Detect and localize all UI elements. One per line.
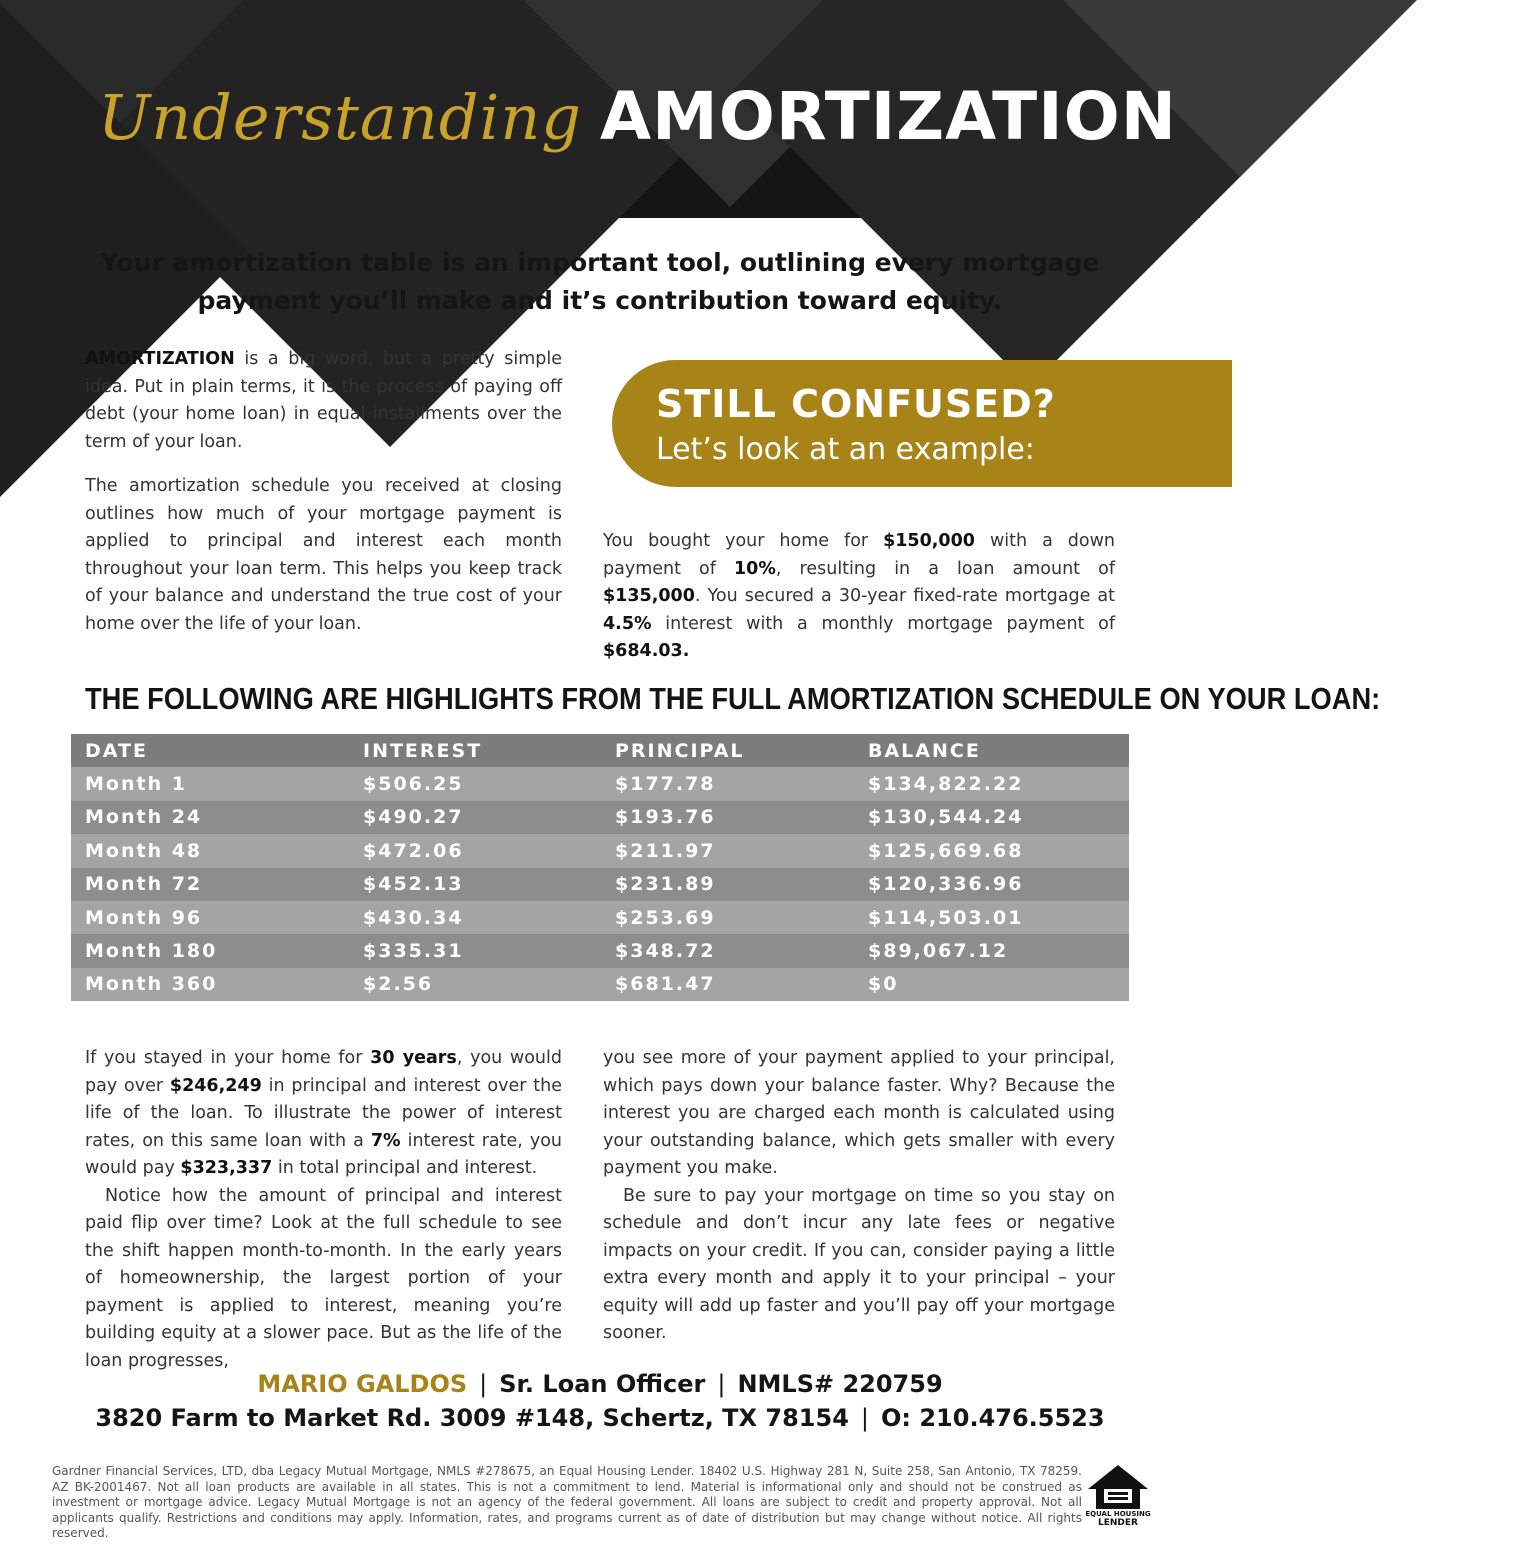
cell-date: Month 24: [85, 806, 203, 829]
cell-principal: $211.97: [615, 839, 716, 862]
example-price: $150,000: [883, 531, 975, 551]
table-header-row: [71, 734, 1129, 767]
cell-date: Month 72: [85, 873, 203, 896]
cell-principal: $348.72: [615, 940, 716, 963]
officer-title: Sr. Loan Officer: [499, 1370, 706, 1398]
cell-date: Month 48: [85, 839, 203, 862]
example-payment: $684.03.: [603, 641, 690, 661]
explanation-rate-2: 7%: [370, 1130, 401, 1151]
explanation-text: , you would pay over: [85, 1048, 562, 1096]
intro-text: is a big word, but a pretty simple idea. Put in plain terms, it is the process of paying off debt (your home loan) in equal installments over the term of your loan.: [85, 349, 562, 452]
contact-line-1: [0, 1370, 1200, 1398]
intro-paragraph-2: The amortization schedule you received at closing outlines how much of your mortgage payment is applied to principal and interest each month throughout your loan term. This helps you keep track of your balance and understand the true cost of your home over the life of your loan.: [85, 476, 562, 634]
table-row: [71, 968, 1129, 1001]
column-header-interest: INTEREST: [363, 739, 483, 762]
cell-interest: $430.34: [363, 906, 464, 929]
column-header-balance: BALANCE: [868, 739, 981, 762]
example-text: , resulting in a loan amount of: [775, 558, 1115, 579]
cell-date: Month 180: [85, 940, 218, 963]
cell-date: Month 360: [85, 973, 218, 996]
equal-housing-line-2: LENDER: [1098, 1518, 1138, 1528]
cell-balance: $89,067.12: [868, 940, 1009, 963]
lead-statement: Your amortization table is an important tool, outlining every mortgage payment you’ll make and it’s contribution toward equity.: [100, 248, 1100, 315]
contact-line-2: [0, 1404, 1200, 1432]
callout-banner: [612, 360, 1232, 487]
example-text: interest with a monthly mortgage payment of: [651, 613, 1115, 634]
explanation-paragraph-1: [85, 1045, 562, 1183]
explanation-paragraph-4: Be sure to pay your mortgage on time so you stay on schedule and don’t incur any late fees or negative impacts on your credit. If you can, consider paying a little extra every month and apply it to your principal – your equity will add up faster and you’ll pay off your mortgage sooner.: [603, 1185, 1115, 1343]
cell-date: Month 96: [85, 906, 203, 929]
cell-balance: $114,503.01: [868, 906, 1024, 929]
officer-name: MARIO GALDOS: [257, 1370, 468, 1398]
explanation-paragraph-2: Notice how the amount of principal and interest paid flip over time? Look at the full schedule to see the shift happen month-to-month. In the early years of homeownership, the largest portion of your payment is applied to interest, meaning you’re building equity at a slower pace. But as the life of the loan progresses,: [85, 1185, 562, 1371]
explanation-column-left: [85, 1045, 562, 1392]
legal-disclaimer: Gardner Financial Services, LTD, dba Legacy Mutual Mortgage, NMLS #278675, an Equal Housing Lender. 18402 U.S. Highway 281 N, Suite 258, San Antonio, TX 78259. AZ BK-2001467. Not all loan products are available in all states. This is not a commitment to lend. Material is informational only and should not be construed as investment or mortgage advice. Legacy Mutual Mortgage is not an agency of the federal government. All loans are subject to credit and property approval. Not all applicants qualify. Restrictions and conditions may apply. Information, rates, and programs current as of date of distribution but may change without notice. All rights reserved.: [52, 1464, 1082, 1540]
example-text: with a down payment of: [603, 531, 1115, 579]
example-column: [603, 528, 1115, 683]
officer-nmls: NMLS# 220759: [737, 1370, 943, 1398]
table-row: [71, 868, 1129, 901]
cell-principal: $177.78: [615, 773, 716, 796]
cell-balance: $134,822.22: [868, 773, 1024, 796]
cell-balance: $0: [868, 973, 899, 996]
cell-interest: $452.13: [363, 873, 464, 896]
cell-principal: $253.69: [615, 906, 716, 929]
equal-housing-label: [1084, 1510, 1152, 1528]
title-bold-word: AMORTIZATION: [599, 78, 1177, 155]
explanation-years: 30 years: [370, 1048, 457, 1068]
cell-interest: $2.56: [363, 973, 434, 996]
column-header-date: DATE: [85, 739, 148, 762]
cell-principal: $681.47: [615, 973, 716, 996]
explanation-text: interest rate, you would pay: [85, 1130, 563, 1178]
example-down-payment: 10%: [734, 558, 776, 579]
cell-interest: $335.31: [363, 940, 464, 963]
amortization-table: [71, 734, 1129, 1001]
explanation-text: in principal and interest over the life of the loan. To illustrate the power of interest rates, on this same loan with a: [85, 1075, 562, 1151]
intro-paragraph-1: [85, 346, 562, 456]
example-rate: 4.5%: [603, 613, 652, 634]
equal-housing-line-1: EQUAL HOUSING: [1085, 1510, 1151, 1518]
table-row: [71, 934, 1129, 967]
office-address: 3820 Farm to Market Rd. 3009 #148, Schertz, TX 78154: [95, 1404, 849, 1432]
cell-interest: $506.25: [363, 773, 464, 796]
intro-column: [85, 346, 562, 655]
explanation-total-2: $323,337: [180, 1158, 273, 1178]
page-title: [98, 78, 1177, 155]
cell-balance: $120,336.96: [868, 873, 1024, 896]
cell-balance: $125,669.68: [868, 839, 1024, 862]
intro-term: AMORTIZATION: [85, 349, 235, 369]
cell-interest: $472.06: [363, 839, 464, 862]
example-paragraph: [603, 528, 1115, 666]
example-text: You bought your home for: [603, 531, 884, 551]
cell-balance: $130,544.24: [868, 806, 1024, 829]
table-row: [71, 901, 1129, 934]
explanation-text: If you stayed in your home for: [85, 1048, 371, 1068]
cell-date: Month 1: [85, 773, 187, 796]
office-phone: O: 210.476.5523: [881, 1404, 1105, 1432]
callout-title: STILL CONFUSED?: [656, 382, 1056, 426]
hero-banner: [0, 0, 1200, 218]
explanation-paragraph-3: you see more of your payment applied to your principal, which pays down your balance faster. Why? Because the interest you are charged each month is calculated using your outstanding balance, which gets smaller with every payment you make.: [603, 1048, 1115, 1178]
separator: |: [860, 1404, 869, 1432]
callout-subtitle: Let’s look at an example:: [656, 432, 1035, 467]
schedule-heading: THE FOLLOWING ARE HIGHLIGHTS FROM THE FULL AMORTIZATION SCHEDULE ON YOUR LOAN:: [85, 681, 1381, 716]
cell-principal: $231.89: [615, 873, 716, 896]
column-header-principal: PRINCIPAL: [615, 739, 745, 762]
explanation-total-1: $246,249: [169, 1075, 262, 1096]
separator: |: [717, 1370, 726, 1398]
title-script-word: Understanding: [98, 81, 582, 154]
table-row: [71, 834, 1129, 867]
cell-interest: $490.27: [363, 806, 464, 829]
explanation-column-right: [603, 1045, 1115, 1365]
table-row: [71, 767, 1129, 800]
cell-principal: $193.76: [615, 806, 716, 829]
example-text: . You secured a 30-year fixed-rate mortgage at: [694, 586, 1115, 606]
table-row: [71, 801, 1129, 834]
separator: |: [479, 1370, 488, 1398]
example-loan-amount: $135,000: [603, 586, 695, 606]
explanation-text: in total principal and interest.: [272, 1158, 538, 1178]
